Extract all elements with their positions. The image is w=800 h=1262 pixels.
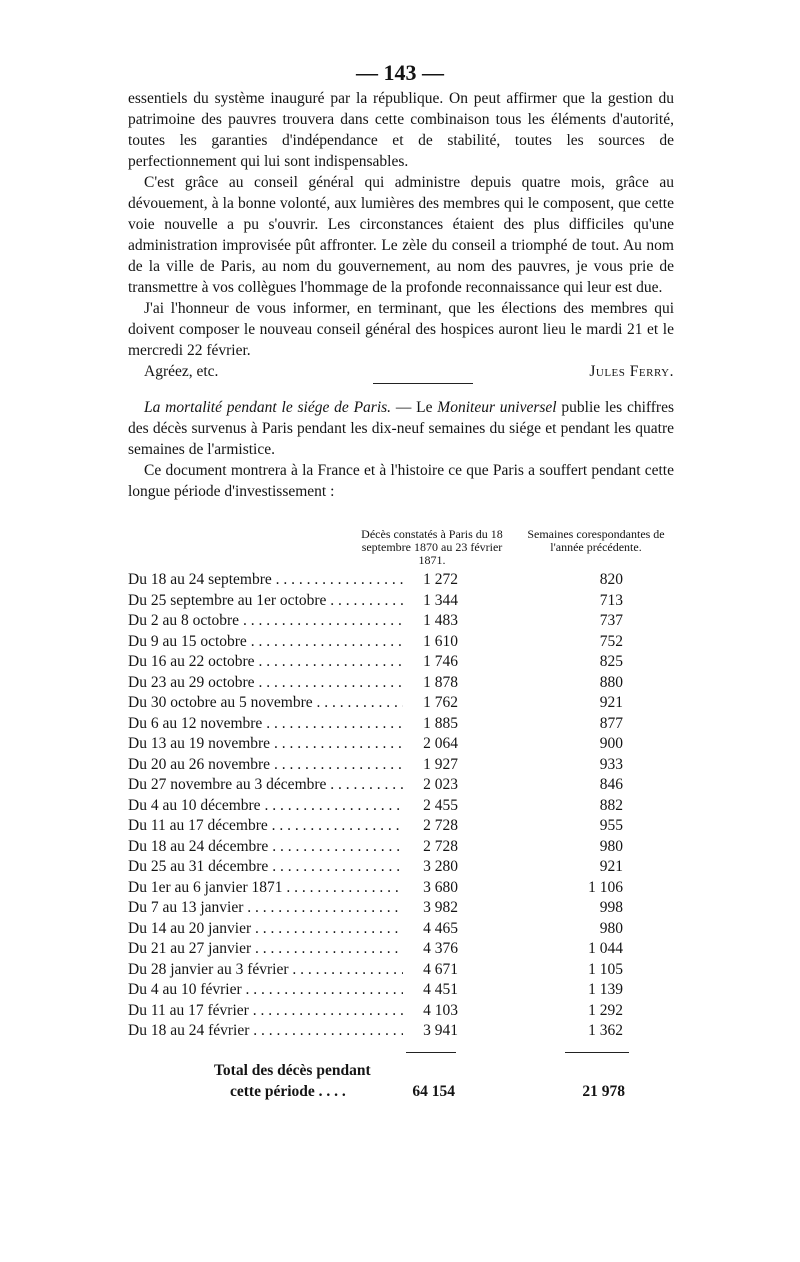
closing-rule	[373, 383, 473, 384]
table-row	[128, 796, 674, 817]
total-previous: 21 978	[582, 1083, 625, 1100]
deaths-cell: 1 927	[423, 755, 458, 773]
total-label	[190, 1060, 390, 1102]
period-cell: Du 23 au 29 octobre . . .	[128, 673, 403, 694]
deaths-cell: 2 455	[423, 796, 458, 814]
section-spacer	[128, 383, 674, 397]
deaths-cell: 3 280	[423, 858, 458, 875]
deaths-cell: 2 064	[423, 735, 458, 752]
period-cell: Du 21 au 27 janvier . . .	[128, 939, 403, 960]
table-row	[128, 980, 674, 1001]
table-row	[128, 632, 674, 653]
section-title: La mortalité pendant le siége de Paris.	[144, 399, 392, 416]
table-row	[128, 611, 674, 632]
period-cell: Du 18 au 24 septembre . . .	[128, 570, 403, 591]
table-row	[128, 857, 674, 878]
deaths-cell: 3 982	[423, 899, 458, 916]
paragraph: essentiels du système inauguré par la république. On peut affirmer que la gestion du patrimoine des pauvres trouvera dans cette combinaison tous les éléments d'autorité, toutes les garanties d'indépendance et de stabilité, toutes les sources de perfectionnement qui lui sont indispensables.	[128, 90, 674, 170]
previous-cell: 1 105	[588, 960, 623, 978]
previous-cell: 980	[599, 919, 623, 937]
total-rule-deaths	[406, 1052, 456, 1053]
previous-cell: 880	[599, 673, 623, 691]
previous-cell: 955	[599, 817, 623, 834]
period-cell: Du 13 au 19 novembre . . .	[128, 734, 403, 755]
deaths-cell: 1 272	[423, 571, 458, 588]
period-cell: Du 25 au 31 décembre . . .	[128, 857, 403, 878]
deaths-cell: 2 728	[423, 837, 458, 855]
section-paragraph	[128, 397, 674, 460]
table-row	[128, 878, 674, 899]
section-text: publie les chiffres des décès survenus à Paris pendant les dix-neuf semaines du siége et pendant les quatre semaines de l'armistice.	[128, 399, 675, 458]
deaths-cell: 3 680	[423, 878, 458, 896]
table-row	[128, 898, 674, 919]
section-paragraph-2: Ce document montrera à la France et à l'histoire ce que Paris a souffert pendant cette longue période d'investissement :	[128, 462, 674, 500]
period-cell: Du 30 octobre au 5 novembre . . .	[128, 693, 403, 714]
deaths-cell: 2 023	[423, 776, 458, 793]
period-cell: Du 11 au 17 décembre . . .	[128, 816, 403, 837]
table-row	[128, 939, 674, 960]
deaths-cell: 1 610	[423, 632, 458, 650]
period-cell: Du 18 au 24 février . . .	[128, 1021, 403, 1042]
deaths-cell: 1 483	[423, 612, 458, 629]
previous-cell: 1 292	[588, 1001, 623, 1019]
period-cell: Du 9 au 15 octobre . . .	[128, 632, 403, 653]
previous-cell: 1 139	[588, 981, 623, 998]
table-row	[128, 837, 674, 858]
total-rule-previous	[565, 1052, 629, 1053]
letter-closing	[128, 361, 674, 383]
page-number: — 143 —	[356, 60, 444, 85]
table-row	[128, 693, 674, 714]
signature: Jules Ferry.	[589, 363, 674, 380]
previous-cell: 921	[599, 858, 623, 875]
previous-cell: 1 362	[588, 1022, 623, 1039]
deaths-cell: 4 465	[423, 919, 458, 937]
previous-cell: 846	[599, 776, 623, 793]
previous-cell: 900	[599, 735, 623, 752]
table-row	[128, 775, 674, 796]
period-cell: Du 18 au 24 décembre . . .	[128, 837, 403, 858]
previous-cell: 820	[599, 571, 623, 588]
previous-cell: 980	[599, 837, 623, 855]
deaths-cell: 1 344	[423, 591, 458, 609]
table-row	[128, 714, 674, 735]
period-cell: Du 16 au 22 octobre . . .	[128, 652, 403, 673]
deaths-cell: 4 671	[423, 960, 458, 978]
paragraph: J'ai l'honneur de vous informer, en terminant, que les élections des membres qui doivent composer le nouveau conseil général des hospices auront lieu le mardi 21 et le mercredi 22 février.	[128, 300, 674, 359]
total-label-line1: Total des décès pendant	[214, 1062, 371, 1079]
period-cell: Du 1er au 6 janvier 1871 . . .	[128, 878, 403, 899]
total-label-line2: cette période . . . .	[230, 1083, 346, 1100]
period-cell: Du 11 au 17 février . . .	[128, 1001, 403, 1022]
period-cell: Du 14 au 20 janvier . . .	[128, 919, 403, 940]
deaths-cell: 3 941	[423, 1022, 458, 1039]
source-name: Moniteur universel	[437, 399, 557, 416]
previous-cell: 998	[599, 899, 623, 916]
previous-cell: 921	[599, 694, 623, 711]
deaths-cell: 1 878	[423, 673, 458, 691]
column-header-previous: Semaines corespondantes de l'année précédente.	[527, 527, 665, 554]
previous-cell: 882	[599, 796, 623, 814]
table-row	[128, 960, 674, 981]
previous-cell: 825	[599, 653, 623, 670]
mortality-table	[128, 570, 674, 1042]
period-cell: Du 6 au 12 novembre . . .	[128, 714, 403, 735]
body-text	[128, 88, 674, 502]
table-row	[128, 1001, 674, 1022]
table-row	[128, 734, 674, 755]
table-row	[128, 570, 674, 591]
section-dash: — Le	[391, 399, 438, 416]
deaths-cell: 1 762	[423, 694, 458, 711]
deaths-cell: 1 746	[423, 653, 458, 670]
table-row	[128, 591, 674, 612]
closing-formula: Agréez, etc.	[144, 363, 219, 380]
period-cell: Du 7 au 13 janvier . . .	[128, 898, 403, 919]
previous-cell: 933	[599, 755, 623, 773]
previous-cell: 752	[599, 632, 623, 650]
period-cell: Du 4 au 10 février . . .	[128, 980, 403, 1001]
table-row	[128, 816, 674, 837]
column-header-deaths: Décès constatés à Paris du 18 septembre 1870 au 23 février 1871.	[361, 527, 503, 567]
previous-cell: 713	[599, 591, 623, 609]
table-row	[128, 652, 674, 673]
total-deaths: 64 154	[412, 1083, 455, 1100]
period-cell: Du 28 janvier au 3 février . . .	[128, 960, 403, 981]
previous-cell: 1 044	[588, 940, 623, 957]
previous-cell: 737	[599, 612, 623, 629]
table-row	[128, 673, 674, 694]
table-row	[128, 919, 674, 940]
period-cell: Du 25 septembre au 1er octobre . . .	[128, 591, 403, 612]
paragraph: C'est grâce au conseil général qui administre depuis quatre mois, grâce au dévouement, à la bonne volonté, aux lumières des membres qui le composent, que cette voie nouvelle a pu s'ouvrir. Les circonstances étaient des plus difficiles qu'une administration improvisée pût affronter. Le zèle du conseil a triomphé de tout. Au nom de la ville de Paris, au nom du gouvernement, au nom des pauvres, je vous prie de transmettre à vos collègues l'hommage de la profonde reconnaissance qui leur est due.	[128, 174, 674, 296]
deaths-cell: 4 451	[423, 981, 458, 998]
table-row	[128, 755, 674, 776]
table-row	[128, 1021, 674, 1042]
period-cell: Du 2 au 8 octobre . . .	[128, 611, 403, 632]
deaths-cell: 4 103	[423, 1001, 458, 1019]
period-cell: Du 27 novembre au 3 décembre . . .	[128, 775, 403, 796]
period-cell: Du 20 au 26 novembre . . .	[128, 755, 403, 776]
previous-cell: 877	[599, 714, 623, 732]
period-cell: Du 4 au 10 décembre . . .	[128, 796, 403, 817]
deaths-cell: 2 728	[423, 817, 458, 834]
deaths-cell: 4 376	[423, 940, 458, 957]
previous-cell: 1 106	[588, 878, 623, 896]
deaths-cell: 1 885	[423, 714, 458, 732]
